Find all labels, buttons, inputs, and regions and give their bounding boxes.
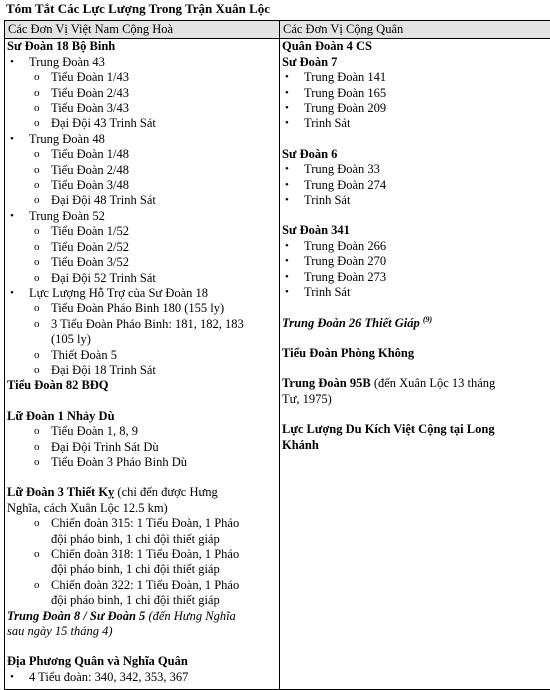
circle-bullet-icon: o bbox=[34, 178, 40, 193]
bullet-icon: • bbox=[285, 116, 289, 131]
rvn-units-cell bbox=[5, 39, 280, 690]
list-item: o Tiểu Đoàn 3 Pháo Binh Dù bbox=[7, 455, 277, 470]
circle-bullet-icon: o bbox=[34, 147, 40, 162]
list-item: • Trung Đoàn 48 bbox=[7, 132, 277, 147]
table-header-row bbox=[5, 21, 550, 39]
circle-bullet-icon: o bbox=[34, 348, 40, 363]
list-item: o Thiết Đoàn 5 bbox=[7, 348, 277, 363]
unit-heading: Địa Phương Quân và Nghĩa Quân bbox=[7, 654, 277, 669]
list-item-continuation: (105 ly) bbox=[7, 332, 277, 347]
circle-bullet-icon: o bbox=[34, 224, 40, 239]
list-item: o Tiểu Đoàn 1, 8, 9 bbox=[7, 424, 277, 439]
bullet-icon: • bbox=[10, 55, 14, 70]
unit-heading-continuation: Khánh bbox=[282, 438, 550, 453]
list-item: • Trung Đoàn 274 bbox=[282, 178, 550, 193]
circle-bullet-icon: o bbox=[34, 516, 40, 531]
unit-heading-with-note: Trung Đoàn 8 / Sư Đoàn 5 (đến Hưng Nghĩa bbox=[7, 609, 277, 624]
list-item: o Chiến đoàn 315: 1 Tiểu Đoàn, 1 Pháo bbox=[7, 516, 277, 531]
list-item: o Đại Đội 52 Trinh Sát bbox=[7, 271, 277, 286]
list-item: o Đại Đội 43 Trinh Sát bbox=[7, 116, 277, 131]
unit-heading: Tiểu Đoàn Phòng Không bbox=[282, 346, 550, 361]
list-item: • Trung Đoàn 43 bbox=[7, 55, 277, 70]
list-item: • Trung Đoàn 273 bbox=[282, 270, 550, 285]
list-item: • Trung Đoàn 141 bbox=[282, 70, 550, 85]
circle-bullet-icon: o bbox=[34, 578, 40, 593]
list-item: • Trinh Sát bbox=[282, 285, 550, 300]
list-item-continuation: đội pháo binh, 1 chi đội thiết giáp bbox=[7, 593, 277, 608]
list-item: • Trung Đoàn 52 bbox=[7, 209, 277, 224]
list-item: • Trung Đoàn 33 bbox=[282, 162, 550, 177]
list-item: o 3 Tiểu Đoàn Pháo Binh: 181, 182, 183 bbox=[7, 317, 277, 332]
unit-heading: Sư Đoàn 341 bbox=[282, 223, 550, 238]
circle-bullet-icon: o bbox=[34, 240, 40, 255]
bullet-icon: • bbox=[10, 670, 14, 685]
bullet-icon: • bbox=[285, 101, 289, 116]
list-item: • Trinh Sát bbox=[282, 116, 550, 131]
header-rvn-units: Các Đơn Vị Việt Nam Cộng Hoà bbox=[5, 21, 280, 39]
circle-bullet-icon: o bbox=[34, 255, 40, 270]
list-item: o Tiểu Đoàn 3/43 bbox=[7, 101, 277, 116]
circle-bullet-icon: o bbox=[34, 271, 40, 286]
list-item: • Lực Lượng Hỗ Trợ của Sư Đoàn 18 bbox=[7, 286, 277, 301]
unit-heading: Lực Lượng Du Kích Việt Cộng tại Long bbox=[282, 422, 550, 437]
circle-bullet-icon: o bbox=[34, 86, 40, 101]
bullet-icon: • bbox=[10, 209, 14, 224]
unit-heading: Tiểu Đoàn 82 BĐQ bbox=[7, 378, 277, 393]
circle-bullet-icon: o bbox=[34, 70, 40, 85]
list-item: o Tiểu Đoàn 2/48 bbox=[7, 163, 277, 178]
bullet-icon: • bbox=[285, 162, 289, 177]
list-item-continuation: đội pháo binh, 1 chi đội thiết giáp bbox=[7, 562, 277, 577]
list-item: o Đại Đội 18 Trinh Sát bbox=[7, 363, 277, 378]
circle-bullet-icon: o bbox=[34, 363, 40, 378]
circle-bullet-icon: o bbox=[34, 301, 40, 316]
list-item: o Tiểu Đoàn Pháo Binh 180 (155 ly) bbox=[7, 301, 277, 316]
unit-note-continuation: Nghĩa, cách Xuân Lộc 12.5 km) bbox=[7, 501, 277, 516]
list-item: o Đại Đội 48 Trinh Sát bbox=[7, 193, 277, 208]
circle-bullet-icon: o bbox=[34, 193, 40, 208]
footnote-reference[interactable]: (9) bbox=[423, 314, 432, 323]
list-item: o Tiểu Đoàn 1/43 bbox=[7, 70, 277, 85]
list-item: o Chiến đoàn 322: 1 Tiểu Đoàn, 1 Pháo bbox=[7, 578, 277, 593]
bullet-icon: • bbox=[10, 286, 14, 301]
unit-heading: Sư Đoàn 18 Bộ Binh bbox=[7, 39, 277, 54]
unit-heading: Sư Đoàn 6 bbox=[282, 147, 550, 162]
circle-bullet-icon: o bbox=[34, 163, 40, 178]
circle-bullet-icon: o bbox=[34, 547, 40, 562]
list-item: • Trung Đoàn 165 bbox=[282, 86, 550, 101]
unit-heading: Sư Đoàn 7 bbox=[282, 55, 550, 70]
circle-bullet-icon: o bbox=[34, 455, 40, 470]
circle-bullet-icon: o bbox=[34, 101, 40, 116]
list-item: o Tiểu Đoàn 1/52 bbox=[7, 224, 277, 239]
list-item: • 4 Tiểu đoàn: 340, 342, 353, 367 bbox=[7, 670, 277, 685]
unit-note-continuation: Tư, 1975) bbox=[282, 392, 550, 407]
unit-heading: Lữ Đoàn 1 Nhảy Dù bbox=[7, 409, 277, 424]
communist-units-cell bbox=[280, 39, 550, 690]
circle-bullet-icon: o bbox=[34, 116, 40, 131]
list-item: o Tiểu Đoàn 1/48 bbox=[7, 147, 277, 162]
document-title: Tóm Tắt Các Lực Lượng Trong Trận Xuân Lộc bbox=[6, 1, 270, 17]
list-item: o Đại Đội Trinh Sát Dù bbox=[7, 440, 277, 455]
list-item: • Trung Đoàn 270 bbox=[282, 254, 550, 269]
header-communist-units: Các Đơn Vị Cộng Quân bbox=[280, 21, 550, 39]
bullet-icon: • bbox=[285, 178, 289, 193]
unit-note-continuation: sau ngày 15 tháng 4) bbox=[7, 624, 277, 639]
circle-bullet-icon: o bbox=[34, 424, 40, 439]
bullet-icon: • bbox=[285, 270, 289, 285]
list-item: • Trinh Sát bbox=[282, 193, 550, 208]
bullet-icon: • bbox=[10, 132, 14, 147]
unit-heading: Quân Đoàn 4 CS bbox=[282, 39, 550, 54]
bullet-icon: • bbox=[285, 70, 289, 85]
unit-heading-with-note: Lữ Đoàn 3 Thiết Kỵ (chỉ đến được Hưng bbox=[7, 485, 277, 500]
list-item-continuation: đội pháo binh, 1 chi đội thiết giáp bbox=[7, 532, 277, 547]
list-item: o Tiểu Đoàn 3/52 bbox=[7, 255, 277, 270]
bullet-icon: • bbox=[285, 254, 289, 269]
circle-bullet-icon: o bbox=[34, 440, 40, 455]
list-item: o Tiểu Đoàn 3/48 bbox=[7, 178, 277, 193]
list-item: • Trung Đoàn 266 bbox=[282, 239, 550, 254]
forces-table bbox=[4, 20, 550, 690]
unit-heading: Trung Đoàn 26 Thiết Giáp $^{(9)}$ bbox=[282, 316, 550, 331]
list-item: o Tiểu Đoàn 2/52 bbox=[7, 240, 277, 255]
table-body-row bbox=[5, 39, 550, 690]
bullet-icon: • bbox=[285, 193, 289, 208]
list-item: o Chiến đoàn 318: 1 Tiểu Đoàn, 1 Pháo bbox=[7, 547, 277, 562]
list-item: o Tiểu Đoàn 2/43 bbox=[7, 86, 277, 101]
bullet-icon: • bbox=[285, 86, 289, 101]
unit-heading-with-note: Trung Đoàn 95B (đến Xuân Lộc 13 tháng bbox=[282, 376, 550, 391]
bullet-icon: • bbox=[285, 239, 289, 254]
list-item: • Trung Đoàn 209 bbox=[282, 101, 550, 116]
bullet-icon: • bbox=[285, 285, 289, 300]
circle-bullet-icon: o bbox=[34, 317, 40, 332]
